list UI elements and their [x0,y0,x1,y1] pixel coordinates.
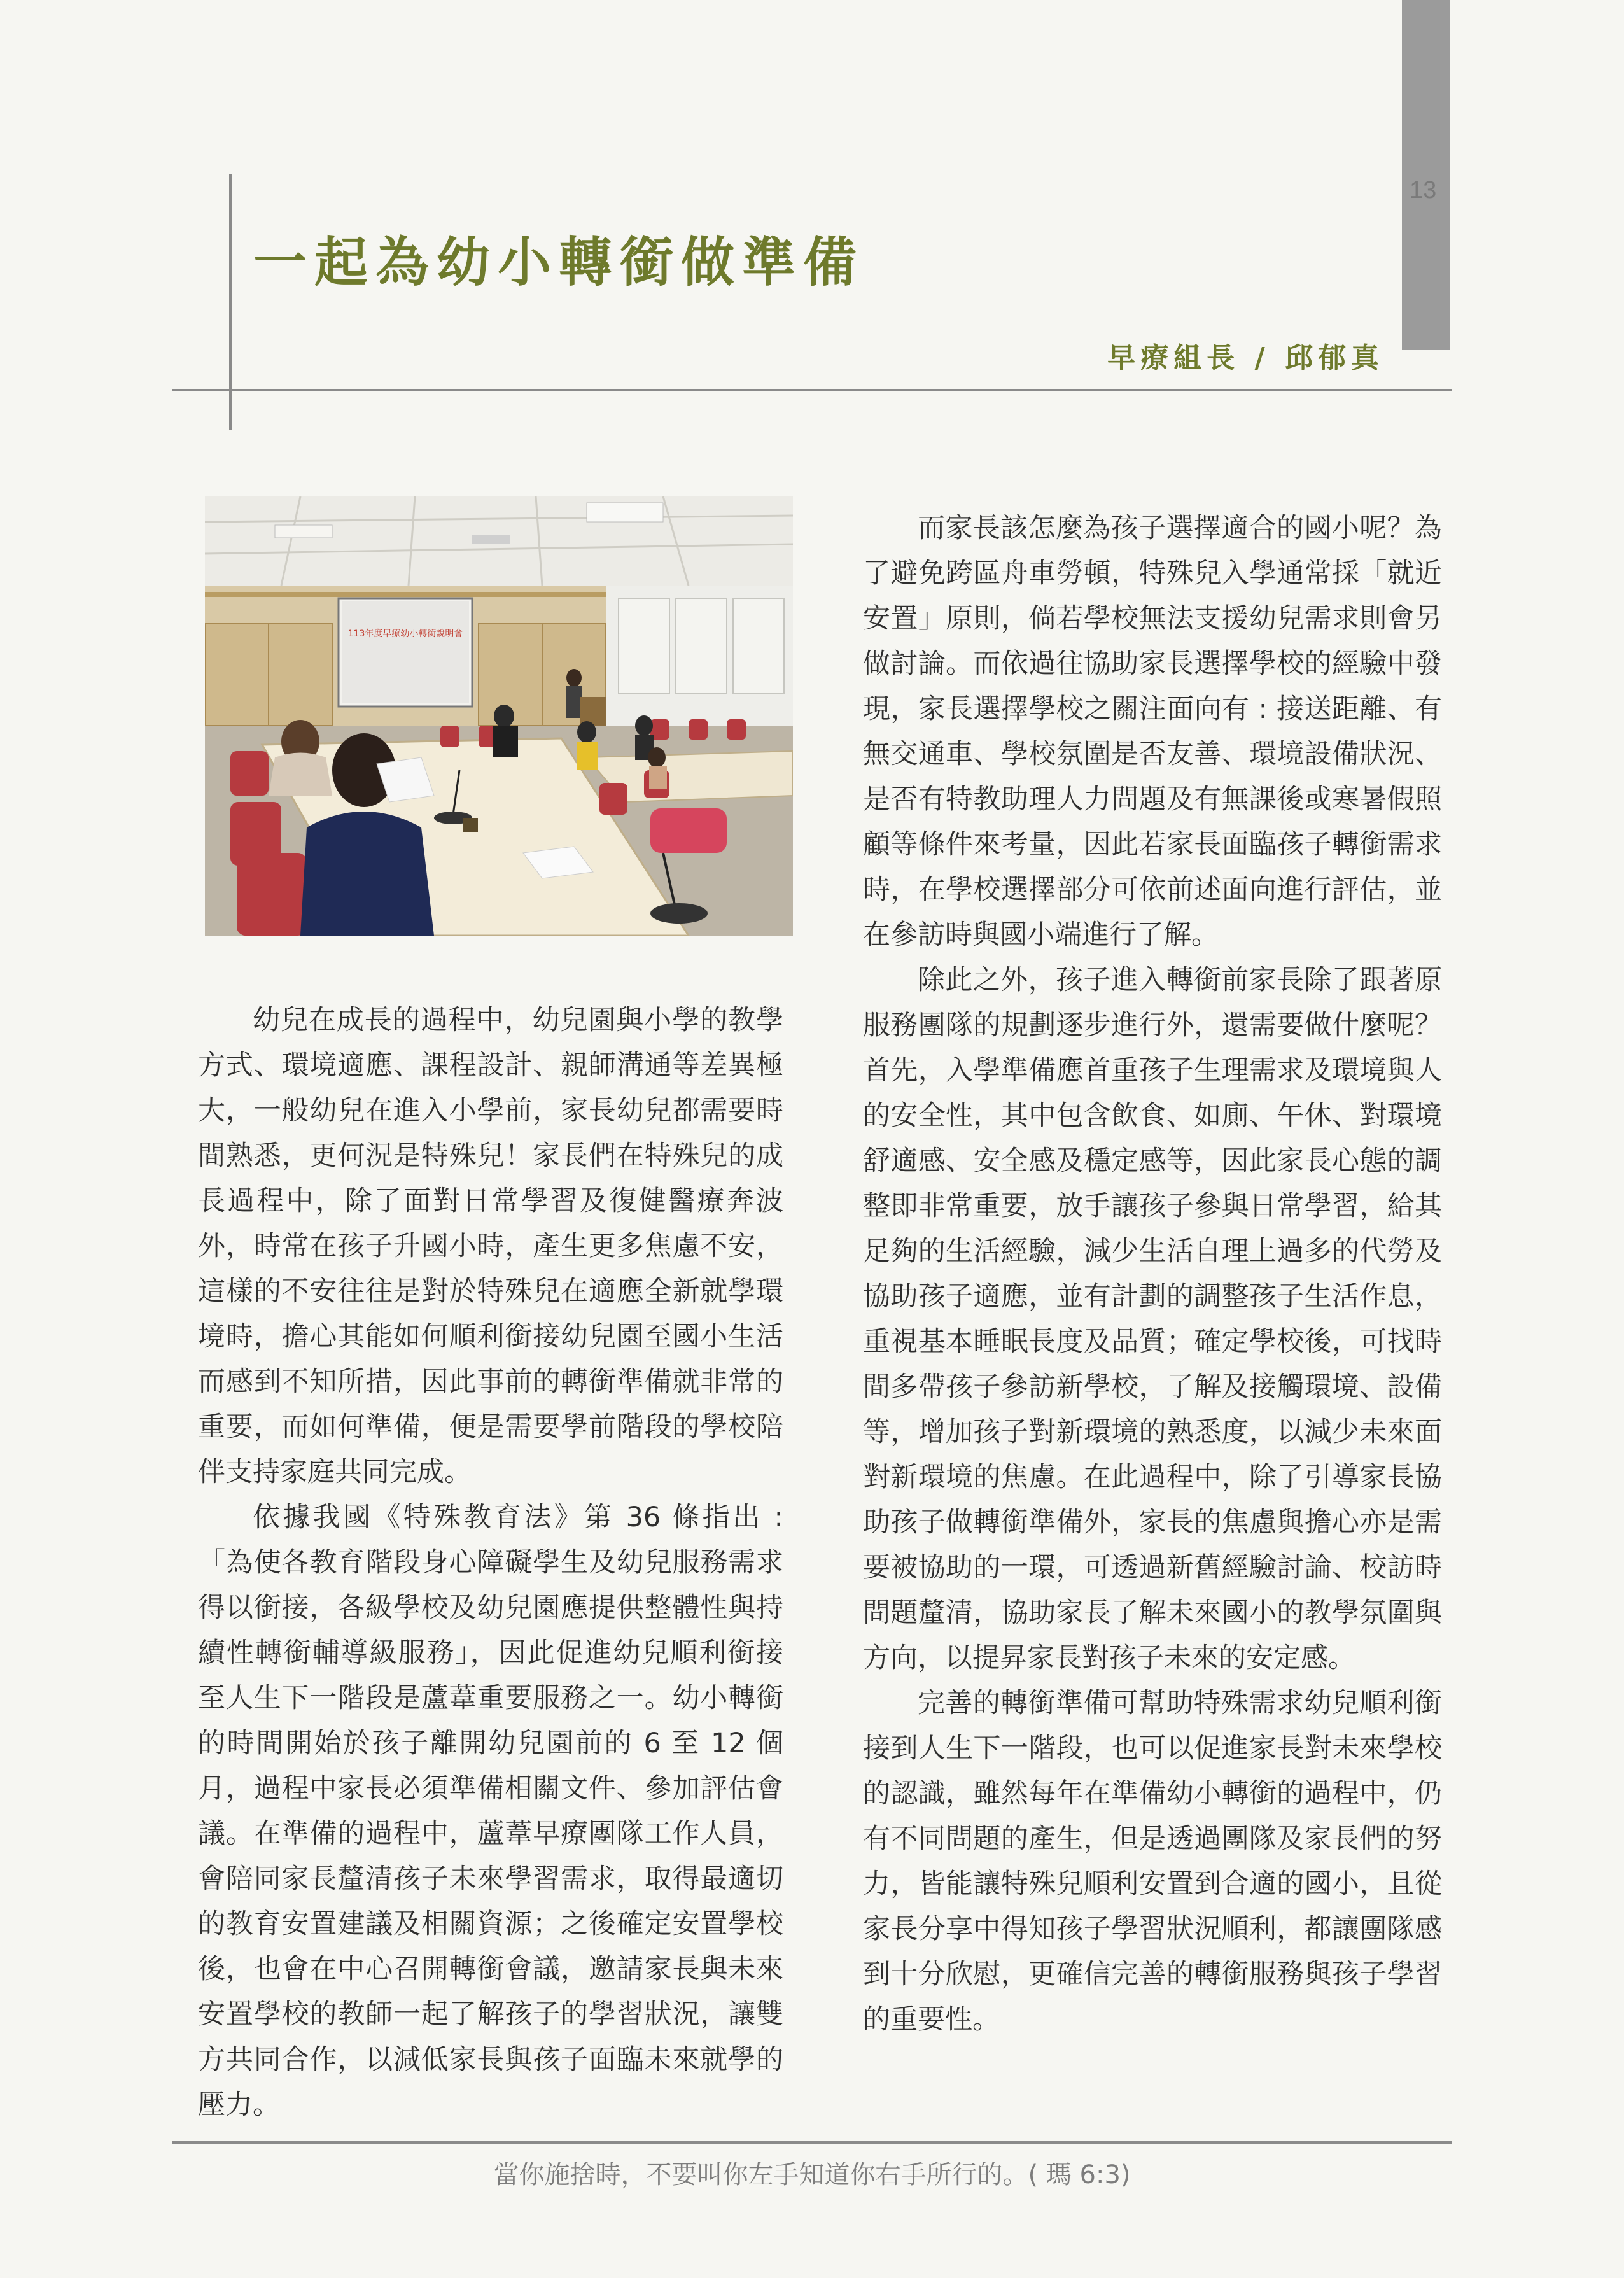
article-title: 一起為幼小轉銜做準備 [253,231,865,293]
article-paragraph: 依據我國《特殊教育法》第 36 條指出 :「為使各教育階段身心障礙學生及幼兒服務需求得以銜接，各級學校及幼兒園應提供整體性與持續性轉銜輔導級服務」，因此促進幼兒順利銜接至人生下一階段是蘆葦重要服務之一。幼小轉銜的時間開始於孩子離開幼兒園前的 6 至 12 個月，過程中家長必須準備相關文件、參加評估會議。在準備的過程中，蘆葦早療團隊工作人員，會陪同家長釐清孩子未來學習需求，取得最適切的教育安置建議及相關資源；之後確定安置學校後，也會在中心召開轉銜會議，邀請家長與未來安置學校的教師一起了解孩子的學習狀況，讓雙方共同合作，以減低家長與孩子面臨未來就學的壓力。 [198,1501,783,2121]
article-paragraph: 而家長該怎麼為孩子選擇適合的國小呢？為了避免跨區舟車勞頓，特殊兒入學通常採「就近安置」原則，倘若學校無法支援幼兒需求則會另做討論。而依過往協助家長選擇學校的經驗中發現，家長選擇學校之關注面向有 : 接送距離、有無交通車、學校氛圍是否友善、環境設備狀況、是否有特教助理人力問題及有無課後或寒暑假照顧等條件來考量，因此若家長面臨孩子轉銜需求時，在學校選擇部分可依前述面向進行評估，並在參訪時與國小端進行了解。 [863,512,1442,951]
footer-rule [172,2141,1452,2144]
article-right-column [863,506,1442,2042]
page-number: 13 [1410,177,1437,204]
article-byline: 早療組長 / 邱郁真 [1107,342,1384,374]
screen-title: 113年度早療幼小轉銜說明會 [347,629,463,639]
footer-verse: 當你施捨時，不要叫你左手知道你右手所行的。( 瑪 6:3) [493,2160,1131,2190]
article-left-column [198,998,783,2128]
header-rule [172,389,1452,391]
meeting-photo [205,496,793,936]
article-paragraph: 完善的轉銜準備可幫助特殊需求幼兒順利銜接到人生下一階段，也可以促進家長對未來學校的認識，雖然每年在準備幼小轉銜的過程中，仍有不同問題的產生，但是透過團隊及家長們的努力，皆能讓特殊兒順利安置到合適的國小，且從家長分享中得知孩子學習狀況順利，都讓團隊感到十分欣慰，更確信完善的轉銜服務與孩子學習的重要性。 [863,1687,1442,2035]
page-tab [1402,0,1450,350]
article-paragraph: 幼兒在成長的過程中，幼兒園與小學的教學方式、環境適應、課程設計、親師溝通等差異極大，一般幼兒在進入小學前，家長幼兒都需要時間熟悉，更何況是特殊兒！家長們在特殊兒的成長過程中，除了面對日常學習及復健醫療奔波外，時常在孩子升國小時，產生更多焦慮不安，這樣的不安往往是對於特殊兒在適應全新就學環境時，擔心其能如何順利銜接幼兒園至國小生活而感到不知所措，因此事前的轉銜準備就非常的重要，而如何準備，便是需要學前階段的學校陪伴支持家庭共同完成。 [198,1004,783,1488]
article-paragraph: 除此之外，孩子進入轉銜前家長除了跟著原服務團隊的規劃逐步進行外，還需要做什麼呢？首先，入學準備應首重孩子生理需求及環境與人的安全性，其中包含飲食、如廁、午休、對環境舒適感、安全感及穩定感等，因此家長心態的調整即非常重要，放手讓孩子參與日常學習，給其足夠的生活經驗，減少生活自理上過多的代勞及協助孩子適應，並有計劃的調整孩子生活作息，重視基本睡眠長度及品質；確定學校後，可找時間多帶孩子參訪新學校，了解及接觸環境、設備等，增加孩子對新環境的熟悉度，以減少未來面對新環境的焦慮。在此過程中，除了引導家長協助孩子做轉銜準備外，家長的焦慮與擔心亦是需要被協助的一環，可透過新舊經驗討論、校訪時問題釐清，協助家長了解未來國小的教學氛圍與方向，以提昇家長對孩子未來的安定感。 [863,964,1442,1674]
